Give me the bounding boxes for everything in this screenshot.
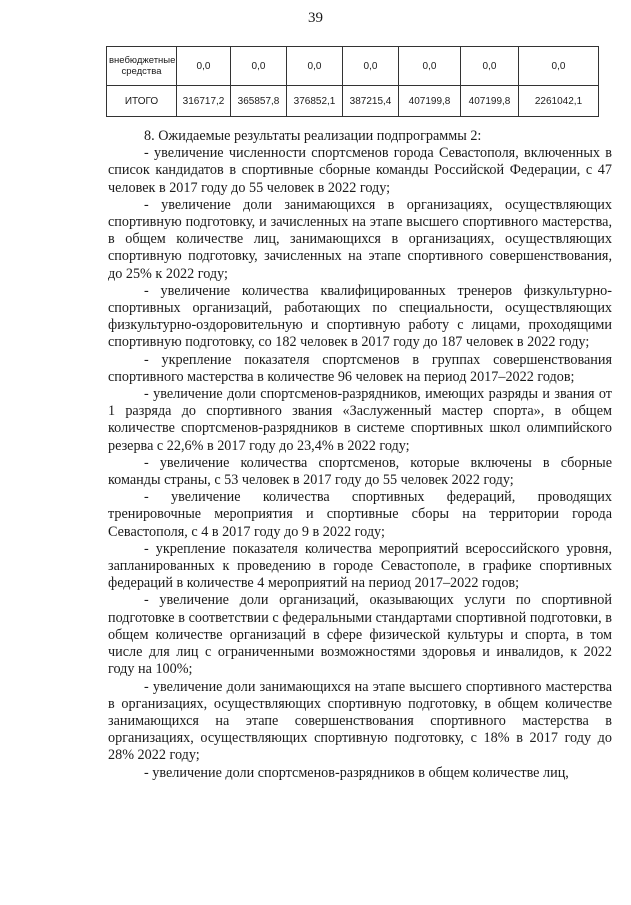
table-cell: 316717,2 [177,86,231,117]
row-label: внебюджетные средства [107,47,177,86]
row-label: ИТОГО [107,86,177,117]
list-item: - увеличение количества спортивных федераций, проводящих тренировочные мероприятия и спортивные сборы на территории города Севастополя, с 4 в 2017 году до 9 в 2022 году; [108,489,612,540]
table-cell: 0,0 [177,47,231,86]
table-cell: 0,0 [519,47,599,86]
table-cell: 407199,8 [461,86,519,117]
list-item: - увеличение доли спортсменов-разрядников, имеющих разряды и звания от 1 разряда до спортивного звания «Заслуженный мастер спорта», в общем количестве спортсменов-разрядников в системе спортивных школ олимпийского резерва с 22,6% в 2017 году до 23,4% в 2022 году; [108,386,612,454]
list-item: - увеличение доли занимающихся в организациях, осуществляющих спортивную подготовку, и зачисленных на этапе высшего спортивного мастерства, в общем количестве лиц, занимающихся в организациях, осуществляющих спортивную подготовку, зачисленных на этапе спортивного совершенствования, до 25% к 2022 году; [108,196,612,282]
table-cell: 2261042,1 [519,86,599,117]
table-cell: 0,0 [343,47,399,86]
section-heading: 8. Ожидаемые результаты реализации подпрограммы 2: [144,128,482,144]
table-row [107,47,599,86]
table-cell: 0,0 [461,47,519,86]
table-cell: 407199,8 [399,86,461,117]
table-cell: 376852,1 [287,86,343,117]
list-item: - увеличение количества квалифицированных тренеров физкультурно-спортивных организаций, работающих по специальности, осуществляющих физкультурно-оздоровительную и спортивную работу с лицами, проходящими спортивную подготовку, со 182 человек в 2017 году до 187 человек в 2022 году; [108,282,612,351]
list-item: - укрепление показателя количества мероприятий всероссийского уровня, запланированных к проведению в городе Севастополе, в графике спортивных федераций в количестве 4 мероприятий на период 2017–2022 годов; [108,540,612,592]
table-cell: 387215,4 [343,86,399,117]
list-item: - увеличение доли спортсменов-разрядников в общем количестве лиц, [144,764,569,781]
list-item: - увеличение доли занимающихся на этапе высшего спортивного мастерства в организациях, осуществляющих спортивную подготовку, в общем количестве занимающихся на этапе совершенствования спортивного мастерства в организациях, осуществляющих спортивную подготовку, с 18% в 2017 году до 28% 2022 году; [108,678,612,764]
table-cell: 0,0 [399,47,461,86]
table-cell: 365857,8 [231,86,287,117]
list-item: - увеличение количества спортсменов, которые включены в сборные команды страны, с 53 человек в 2017 году до 55 человек 2022 году; [108,454,612,489]
page-number: 39 [308,10,323,26]
table-row [107,86,599,117]
list-item: - укрепление показателя спортсменов в группах совершенствования спортивного мастерства в количестве 96 человек на период 2017–2022 годов; [108,351,612,385]
table-cell: 0,0 [231,47,287,86]
list-item: - увеличение доли организаций, оказывающих услуги по спортивной подготовке в соответствии с федеральными стандартами спортивной подготовки, в общем количестве организаций в сфере физической культуры и спорта, в том числе для лиц с ограниченными возможностями здоровья и инвалидов, к 2022 году на 100%; [108,592,612,678]
table-cell: 0,0 [287,47,343,86]
budget-table [106,46,599,117]
list-item: - увеличение численности спортсменов города Севастополя, включенных в список кандидатов в спортивные сборные команды Российской Федерации, с 47 человек в 2017 году до 55 человек в 2022 году; [108,145,612,196]
document-body [108,128,612,782]
